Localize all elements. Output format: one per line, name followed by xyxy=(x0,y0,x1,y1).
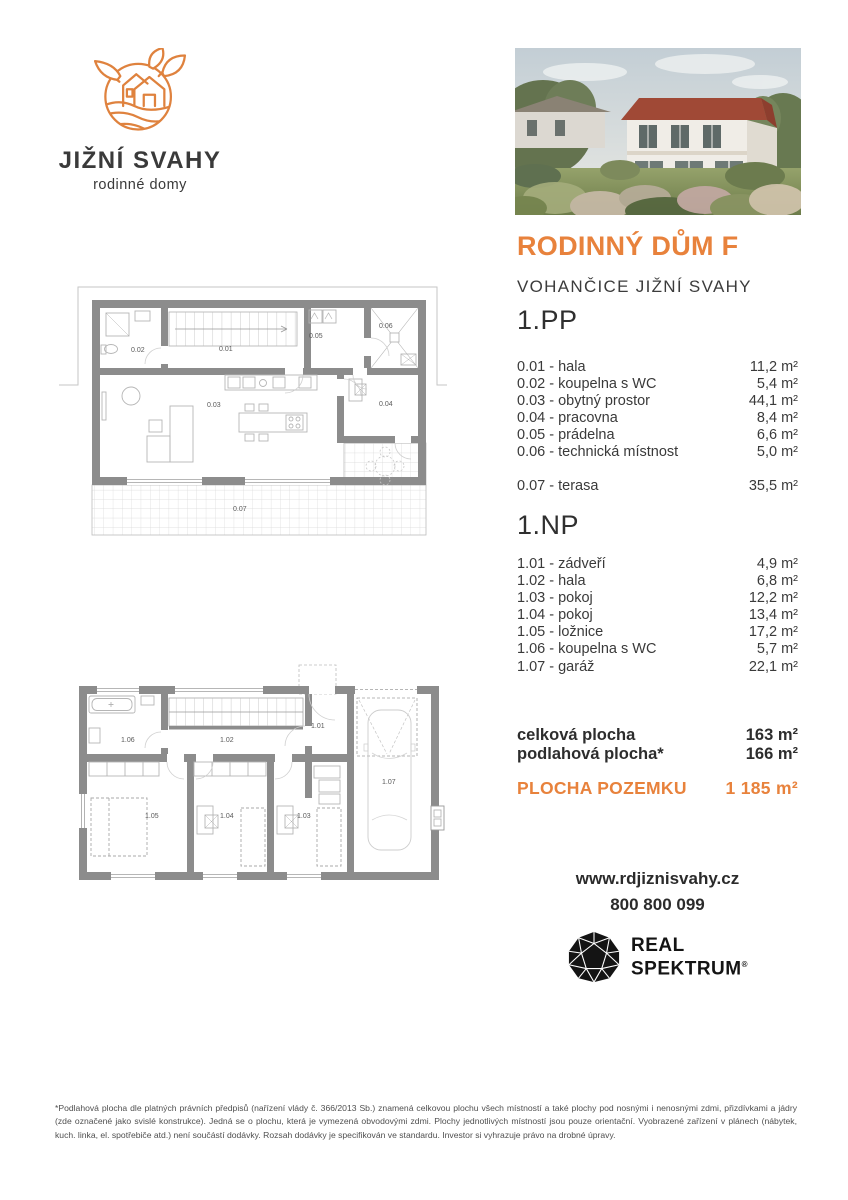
info-column xyxy=(517,0,798,1200)
room-label: 0.01 xyxy=(219,346,233,353)
partner-line2: SPEKTRUM® xyxy=(630,958,749,980)
room-area: 6,6 m² xyxy=(756,427,798,444)
floor-heading-np: 1.NP xyxy=(517,510,580,540)
room-label: 1.06 - koupelna s WC xyxy=(517,641,657,658)
realspektrum-ball-icon xyxy=(567,930,621,984)
page-subtitle: VOHANČICE JIŽNÍ SVAHY xyxy=(517,277,752,296)
room-row xyxy=(517,359,798,376)
jizni-svahy-logo-icon xyxy=(88,48,192,136)
room-list-np xyxy=(517,556,798,676)
room-area: 11,2 m² xyxy=(749,359,798,375)
room-label: 0.06 - technická místnost xyxy=(517,444,679,461)
total-row xyxy=(517,745,798,764)
brand-subtitle: rodinné domy xyxy=(93,177,187,193)
room-row xyxy=(517,659,798,676)
registered-mark: ® xyxy=(741,959,749,969)
room-label: 1.04 xyxy=(220,813,234,820)
room-row xyxy=(517,393,798,410)
website-url: www.rdjiznisvahy.cz xyxy=(575,869,740,888)
phone-number: 800 800 099 xyxy=(610,895,705,914)
contact-block xyxy=(517,869,798,915)
room-row xyxy=(517,607,798,624)
room-label: 0.07 - terasa xyxy=(517,478,599,494)
total-row xyxy=(517,726,798,745)
room-label: 1.01 xyxy=(311,723,325,730)
room-label: 1.01 - zádveří xyxy=(517,556,606,572)
house-lines xyxy=(123,74,164,106)
room-label: 0.05 xyxy=(309,333,323,340)
room-row xyxy=(517,444,798,461)
field-lines xyxy=(99,102,181,136)
room-area: 6,8 m² xyxy=(756,573,798,590)
beds-dashed xyxy=(91,798,341,866)
room-area: 35,5 m² xyxy=(748,478,798,494)
room-row xyxy=(517,410,798,427)
disclaimer-text: *Podlahová plocha dle platných právních předpisů (nařízení vlády č. 366/2013 Sb.) znamená celkovou plochu všech místností a také plochy pod nosnými i nenosnými zdmi, přizdívkami a jádry (zde označené jako svislé konstrukce). Jedná se o plochu, která je vymezená obvodovými zdmi. Plochy jednotlivých místností jsou pouze orientační. Vyobrazené zařízení v plánech (nábytek, kuch. linka, el. spotřebiče atd.) není součástí dodávky. Rozsah dodávky je specifikován ve standardu. Investor si vyhrazuje právo na drobné úpravy. xyxy=(55,1103,797,1140)
room-label: 0.04 - pracovna xyxy=(517,410,618,427)
brand-logo xyxy=(30,48,250,193)
room-row xyxy=(517,376,798,393)
room-area: 5,0 m² xyxy=(756,444,798,461)
room-label: 0.06 xyxy=(379,323,393,330)
room-label: 1.03 xyxy=(297,813,311,820)
realspektrum-wordmark xyxy=(631,936,748,978)
brand-title: JIŽNÍ SVAHY xyxy=(58,147,222,174)
terrace-row xyxy=(517,478,798,494)
partner-line1: REAL xyxy=(630,934,685,956)
room-label: 0.03 xyxy=(207,402,221,409)
terrace-paving xyxy=(92,443,426,535)
land-value: 1 185 m² xyxy=(725,778,798,798)
room-row xyxy=(517,641,798,658)
total-label: celková plocha xyxy=(517,726,636,744)
room-label: 1.04 - pokoj xyxy=(517,607,593,624)
room-label: 0.01 - hala xyxy=(517,359,586,375)
room-area: 5,7 m² xyxy=(756,641,798,658)
room-label: 1.05 xyxy=(145,813,159,820)
room-row xyxy=(517,624,798,641)
room-area: 17,2 m² xyxy=(748,624,798,641)
room-label: 1.03 - pokoj xyxy=(517,590,593,607)
room-label: 1.06 xyxy=(121,737,135,744)
total-value: 166 m² xyxy=(745,745,798,763)
room-list-pp xyxy=(517,359,798,462)
stairs xyxy=(169,698,303,730)
land-area-row xyxy=(517,778,798,799)
room-label: 0.02 xyxy=(131,347,145,354)
room-area: 8,4 m² xyxy=(756,410,798,427)
room-row xyxy=(517,427,798,444)
room-area: 44,1 m² xyxy=(748,393,798,410)
land-label: PLOCHA POZEMKU xyxy=(517,778,687,798)
room-label: 1.02 - hala xyxy=(517,573,586,590)
floor-heading-pp: 1.PP xyxy=(517,305,578,335)
room-label: 0.03 - obytný prostor xyxy=(517,393,650,410)
garage-interior xyxy=(357,698,417,850)
room-label: 1.07 xyxy=(382,779,396,786)
room-row xyxy=(517,590,798,607)
totals-block xyxy=(517,726,798,764)
realspektrum-logo xyxy=(517,930,798,984)
room-label: 0.04 xyxy=(379,401,393,408)
room-label: 1.05 - ložnice xyxy=(517,624,604,641)
stairs xyxy=(169,312,297,346)
room-row xyxy=(517,573,798,590)
room-label: 1.02 xyxy=(220,737,234,744)
room-row xyxy=(517,556,798,573)
room-label: 1.07 - garáž xyxy=(517,658,595,675)
page-title: RODINNÝ DŮM F xyxy=(517,231,739,261)
floorplan-np xyxy=(57,648,449,888)
room-label: 0.05 - prádelna xyxy=(517,427,615,444)
floorplan-pp xyxy=(57,276,449,544)
total-value: 163 m² xyxy=(745,726,798,744)
room-area: 4,9 m² xyxy=(756,556,798,572)
room-area: 22,1 m² xyxy=(748,658,798,675)
room-area: 12,2 m² xyxy=(748,590,798,607)
room-label: 0.02 - koupelna s WC xyxy=(517,376,657,393)
room-area: 5,4 m² xyxy=(756,376,798,393)
room-area: 13,4 m² xyxy=(748,607,798,624)
room-label: 0.07 xyxy=(233,506,247,513)
total-label: podlahová plocha* xyxy=(517,745,664,763)
